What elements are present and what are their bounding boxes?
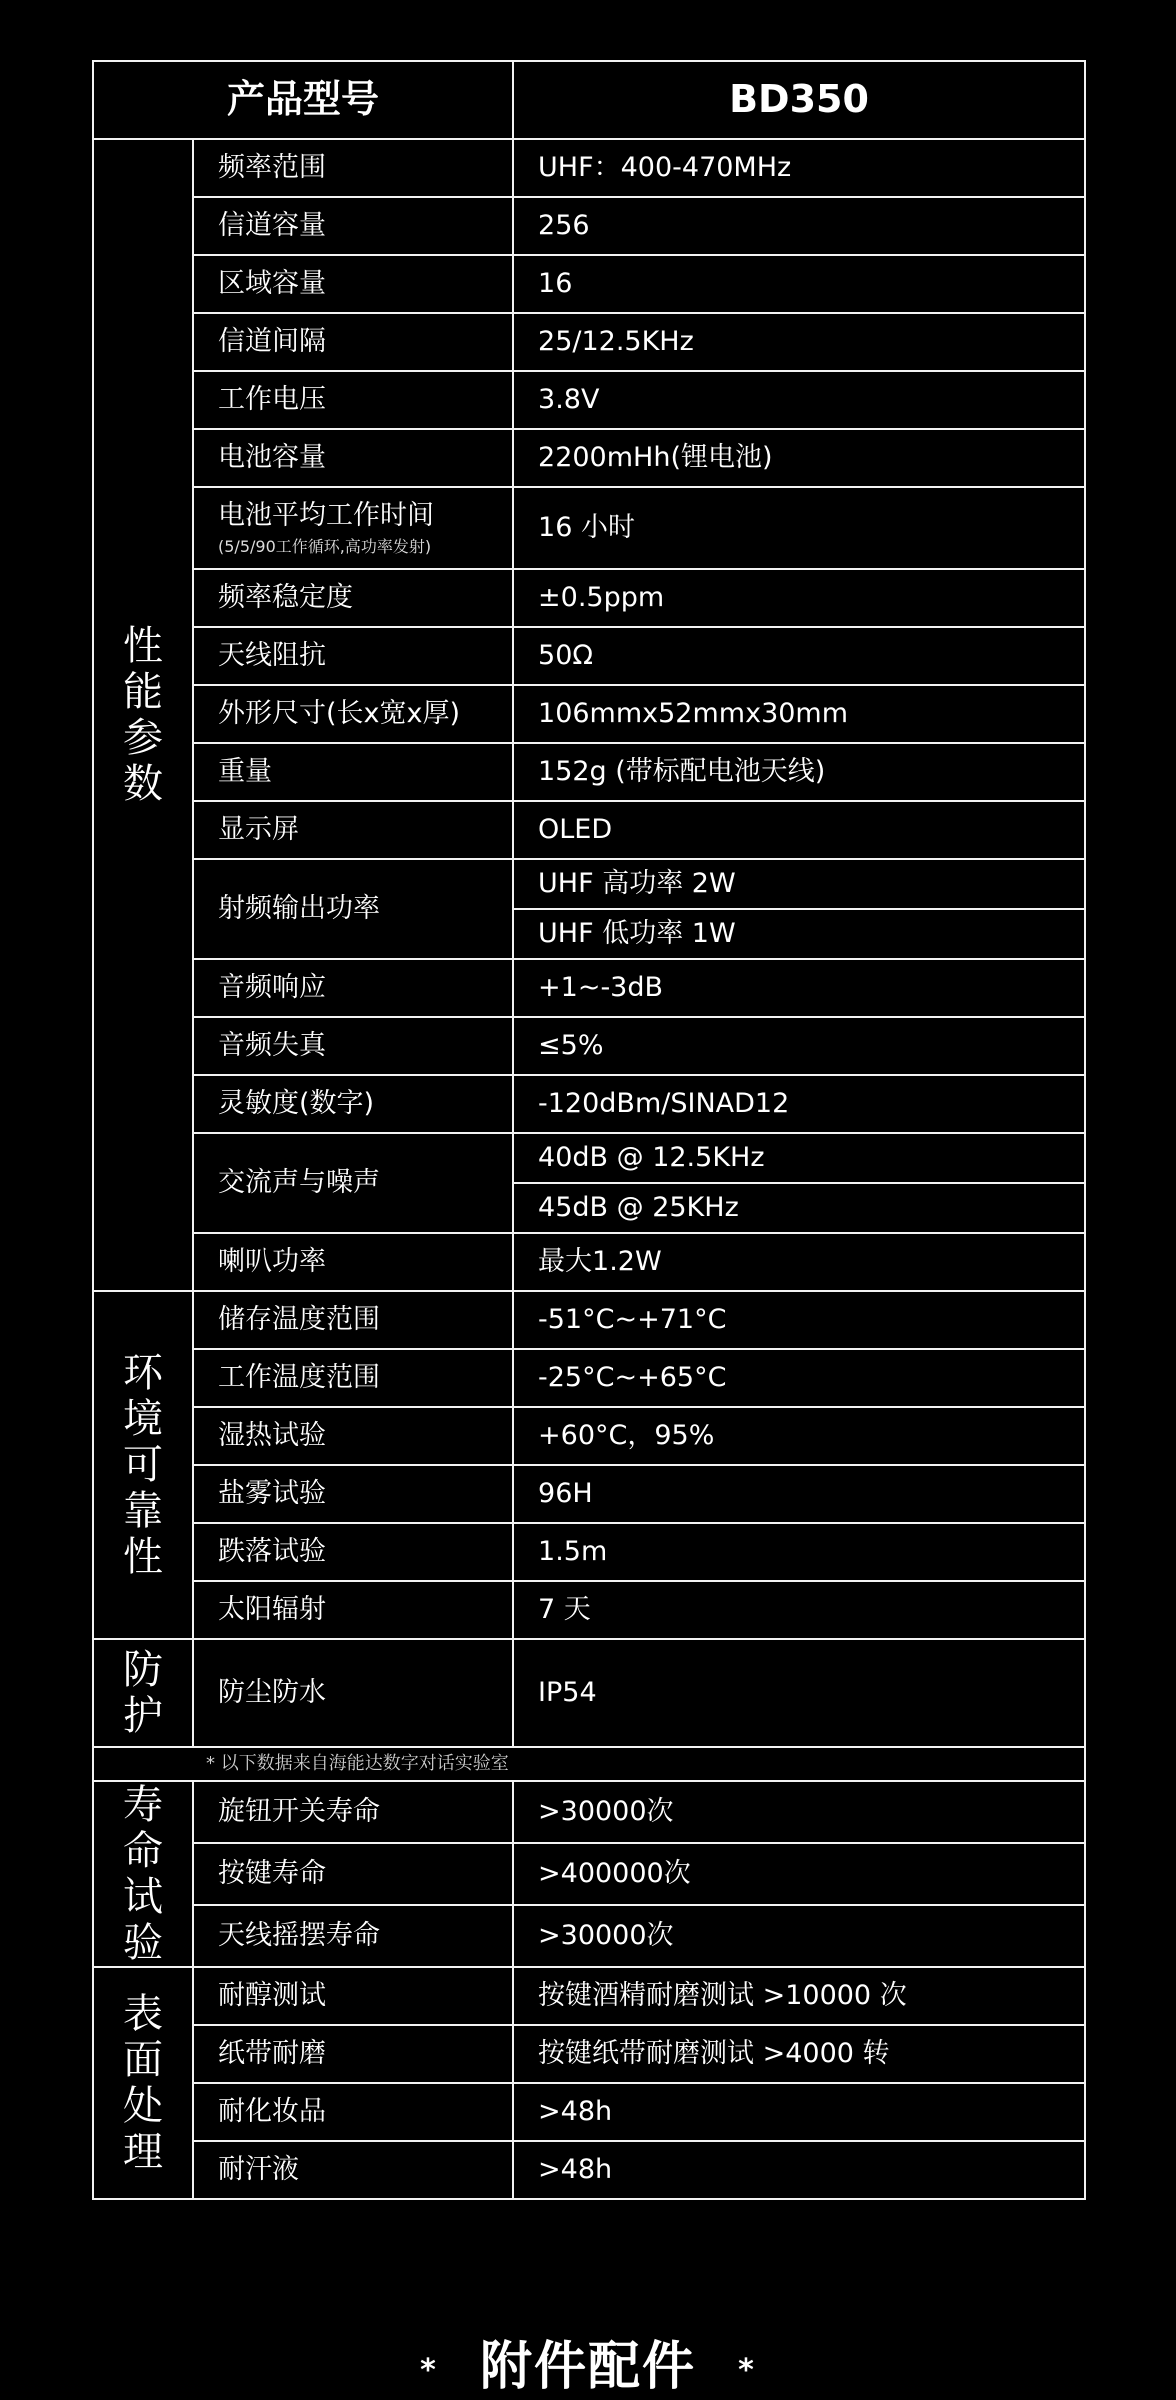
row-value: >400000次 — [513, 1843, 1085, 1905]
table-row — [93, 2025, 1085, 2083]
row-label: 区域容量 — [193, 255, 513, 313]
table-row — [93, 1843, 1085, 1905]
row-value: 50Ω — [513, 627, 1085, 685]
table-row — [93, 139, 1085, 197]
row-value: 45dB @ 25KHz — [513, 1183, 1085, 1233]
row-label: 天线阻抗 — [193, 627, 513, 685]
group-surface: 表面处理 — [93, 1967, 193, 2199]
row-label: 旋钮开关寿命 — [193, 1781, 513, 1843]
row-value: 40dB @ 12.5KHz — [513, 1133, 1085, 1183]
row-label: 耐汗液 — [193, 2141, 513, 2199]
note-row — [93, 1747, 1085, 1781]
row-value: -120dBm/SINAD12 — [513, 1075, 1085, 1133]
table-row — [93, 1781, 1085, 1843]
row-label: 纸带耐磨 — [193, 2025, 513, 2083]
row-value: UHF：400-470MHz — [513, 139, 1085, 197]
table-row — [93, 1581, 1085, 1639]
table-row — [93, 1075, 1085, 1133]
row-label: 外形尺寸(长x宽x厚) — [193, 685, 513, 743]
table-row — [93, 1349, 1085, 1407]
row-label: 信道间隔 — [193, 313, 513, 371]
row-label: 太阳辐射 — [193, 1581, 513, 1639]
row-label: 音频响应 — [193, 959, 513, 1017]
row-label: 灵敏度(数字) — [193, 1075, 513, 1133]
model-label: 产品型号 — [93, 61, 513, 139]
group-environment: 环境可靠性 — [93, 1291, 193, 1639]
table-row — [93, 685, 1085, 743]
row-label: 显示屏 — [193, 801, 513, 859]
table-row — [93, 429, 1085, 487]
row-label: 湿热试验 — [193, 1407, 513, 1465]
row-value: IP54 — [513, 1639, 1085, 1747]
row-value: 25/12.5KHz — [513, 313, 1085, 371]
row-value: 16 — [513, 255, 1085, 313]
row-label: 储存温度范围 — [193, 1291, 513, 1349]
table-row — [93, 1905, 1085, 1967]
table-header-row — [93, 61, 1085, 139]
row-value: OLED — [513, 801, 1085, 859]
row-value: +60°C，95% — [513, 1407, 1085, 1465]
row-value: >48h — [513, 2083, 1085, 2141]
star-right-icon: * — [738, 2352, 756, 2388]
row-label: 频率稳定度 — [193, 569, 513, 627]
star-left-icon: * — [420, 2352, 438, 2388]
row-value: ≤5% — [513, 1017, 1085, 1075]
row-label: 盐雾试验 — [193, 1465, 513, 1523]
accessories-heading — [0, 2324, 1176, 2399]
table-row — [93, 1233, 1085, 1291]
table-row — [93, 255, 1085, 313]
row-value: UHF 低功率 1W — [513, 909, 1085, 959]
row-label: 耐醇测试 — [193, 1967, 513, 2025]
model-value: BD350 — [513, 61, 1085, 139]
table-row — [93, 1017, 1085, 1075]
table-row — [93, 1291, 1085, 1349]
row-note: (5/5/90工作循环,高功率发射) — [218, 536, 432, 556]
row-value: -25°C~+65°C — [513, 1349, 1085, 1407]
row-value: UHF 高功率 2W — [513, 859, 1085, 909]
row-value: -51°C~+71°C — [513, 1291, 1085, 1349]
table-row — [93, 1639, 1085, 1747]
table-row — [93, 1133, 1085, 1183]
row-value: 按键酒精耐磨测试 >10000 次 — [513, 1967, 1085, 2025]
table-row — [93, 859, 1085, 909]
row-label: 天线摇摆寿命 — [193, 1905, 513, 1967]
row-label-with-note — [193, 487, 513, 569]
table-row — [93, 1523, 1085, 1581]
row-label: 工作温度范围 — [193, 1349, 513, 1407]
row-label: 工作电压 — [193, 371, 513, 429]
row-label: 交流声与噪声 — [193, 1133, 513, 1233]
table-row — [93, 2083, 1085, 2141]
row-value: 按键纸带耐磨测试 >4000 转 — [513, 2025, 1085, 2083]
group-lifespan: 寿命试验 — [93, 1781, 193, 1967]
table-row — [93, 1967, 1085, 2025]
row-label: 信道容量 — [193, 197, 513, 255]
row-value: 16 小时 — [513, 487, 1085, 569]
table-row — [93, 2141, 1085, 2199]
row-label: 电池容量 — [193, 429, 513, 487]
row-value: 106mmx52mmx30mm — [513, 685, 1085, 743]
spec-table — [92, 60, 1086, 2200]
table-row — [93, 197, 1085, 255]
row-value: >30000次 — [513, 1781, 1085, 1843]
row-value: 256 — [513, 197, 1085, 255]
row-label: 频率范围 — [193, 139, 513, 197]
table-row — [93, 959, 1085, 1017]
row-label: 重量 — [193, 743, 513, 801]
row-label: 跌落试验 — [193, 1523, 513, 1581]
table-row — [93, 627, 1085, 685]
row-label: 射频输出功率 — [193, 859, 513, 959]
row-value: 96H — [513, 1465, 1085, 1523]
row-label: 音频失真 — [193, 1017, 513, 1075]
row-value: 最大1.2W — [513, 1233, 1085, 1291]
row-value: 3.8V — [513, 371, 1085, 429]
row-label: 耐化妆品 — [193, 2083, 513, 2141]
group-performance: 性能参数 — [93, 139, 193, 1291]
table-row — [93, 371, 1085, 429]
table-row — [93, 313, 1085, 371]
table-row — [93, 743, 1085, 801]
row-label: 防尘防水 — [193, 1639, 513, 1747]
table-row — [93, 487, 1085, 569]
row-value: >48h — [513, 2141, 1085, 2199]
row-value: >30000次 — [513, 1905, 1085, 1967]
row-value: 1.5m — [513, 1523, 1085, 1581]
lab-note: * 以下数据来自海能达数字对话实验室 — [93, 1747, 1085, 1781]
row-value: 2200mHh(锂电池) — [513, 429, 1085, 487]
row-value: 152g (带标配电池天线) — [513, 743, 1085, 801]
row-label: 喇叭功率 — [193, 1233, 513, 1291]
group-protection: 防护 — [93, 1639, 193, 1747]
row-label: 按键寿命 — [193, 1843, 513, 1905]
table-row — [93, 801, 1085, 859]
row-value: ±0.5ppm — [513, 569, 1085, 627]
table-row — [93, 1465, 1085, 1523]
table-row — [93, 569, 1085, 627]
row-value: +1~-3dB — [513, 959, 1085, 1017]
table-row — [93, 1407, 1085, 1465]
row-value: 7 天 — [513, 1581, 1085, 1639]
accessories-title: 附件配件 — [479, 2337, 696, 2397]
row-label: 电池平均工作时间 — [218, 500, 434, 532]
